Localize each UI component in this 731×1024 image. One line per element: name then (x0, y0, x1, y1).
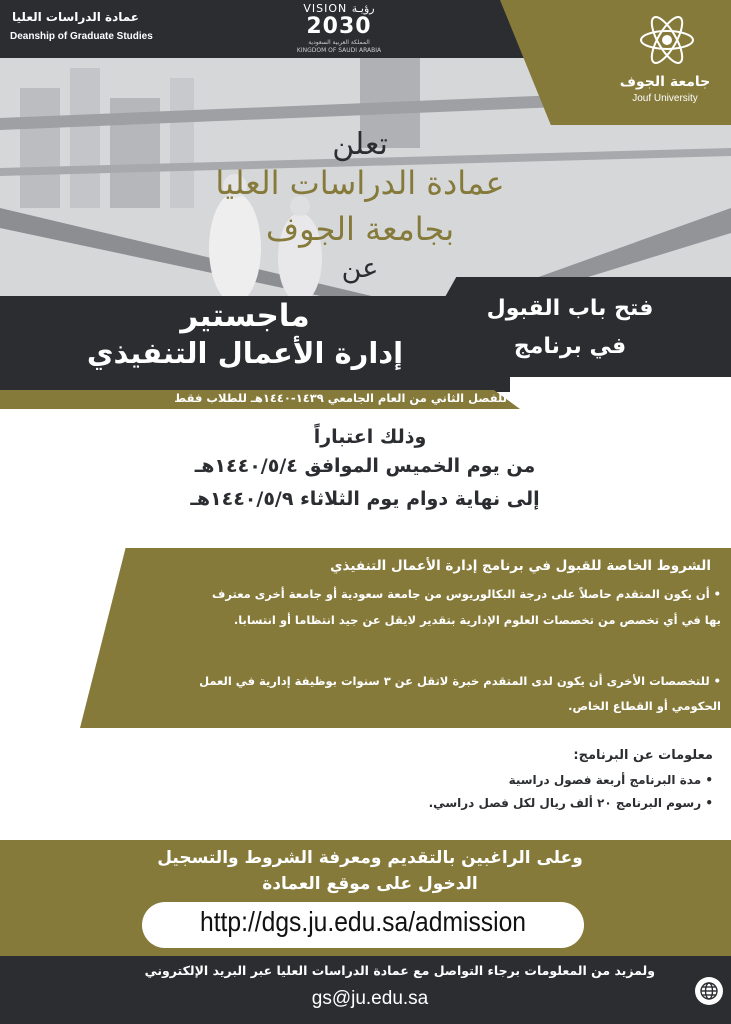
program-degree: ماجستير (180, 298, 310, 334)
headline-deanship: عمادة الدراسات العليا (215, 164, 505, 202)
program-info-title: معلومات عن البرنامج: (573, 748, 713, 763)
admission-url-link[interactable]: http://dgs.ju.edu.sa/admission (199, 906, 526, 937)
headline-announce: تعلن (332, 127, 388, 162)
dates-end: إلى نهاية دوام يوم الثلاثاء ١٤٤٠/٥/٩هـ (190, 488, 540, 510)
condition-2-line1: • للتخصصات الأخرى أن يكون لدى المتقدم خبرة لاتقل عن ٣ سنوات بوظيفة إدارية في العمل (199, 674, 721, 688)
conditions-title: الشروط الخاصة للقبول في برنامج إدارة الأعمال التنفيذي (330, 558, 711, 574)
dates-intro: وذلك اعتباراً (313, 426, 427, 448)
vision-word: VISION رؤيـة (303, 2, 375, 15)
program-info-duration: • مدة البرنامج أربعة فصول دراسية (508, 773, 713, 787)
condition-1-line1: • أن يكون المتقدم حاصلاً على درجة البكالوريوس من جامعة سعودية أو جامعة أخرى معترف (211, 587, 721, 601)
open-admission-line1: فتح باب القبول (486, 296, 654, 321)
program-name: إدارة الأعمال التنفيذي (86, 336, 404, 370)
register-line1: وعلى الراغبين بالتقديم ومعرفة الشروط والتسجيل (157, 848, 583, 868)
vision-2030-logo (294, 2, 384, 56)
deanship-name-ar: عمادة الدراسات العليا (12, 10, 139, 24)
globe-icon (695, 977, 723, 1005)
semester-text: للفصل الثاني من العام الجامعي ١٤٣٩-١٤٤٠هـ للطلاب فقط (174, 391, 507, 405)
vision-year: 2030 (306, 14, 372, 39)
program-info-fees: • رسوم البرنامج ٢٠ ألف ريال لكل فصل دراسي. (428, 796, 713, 810)
open-admission-line2: في برنامج (513, 334, 627, 359)
condition-2-line2: الحكومي أو القطاع الخاص. (568, 699, 721, 713)
university-logo-icon (635, 8, 699, 72)
headline-university: بجامعة الجوف (265, 210, 455, 248)
vision-subtitle: المملكة العربية السعودية KINGDOM OF SAUDI ARABIA (296, 39, 382, 54)
contact-text: ولمزيد من المعلومات برجاء التواصل مع عمادة الدراسات العليا عبر البريد الإلكتروني (144, 963, 655, 978)
dates-start: من يوم الخميس الموافق ١٤٤٠/٥/٤هـ (194, 455, 536, 477)
condition-1-line2: بها في أي تخصص من تخصصات العلوم الإدارية بتقدير لايقل عن جيد انتظاما أو انتسابا. (233, 613, 721, 627)
deanship-name-en: Deanship of Graduate Studies (10, 31, 153, 42)
logo-name-ar: جامعة الجوف (619, 74, 711, 90)
contact-email-link[interactable]: gs@ju.edu.sa (311, 988, 429, 1009)
logo-name-en: Jouf University (632, 93, 698, 104)
register-line2: الدخول على موقع العمادة (262, 874, 478, 894)
headline-about: عن (341, 253, 379, 284)
open-admission-box (400, 277, 731, 377)
